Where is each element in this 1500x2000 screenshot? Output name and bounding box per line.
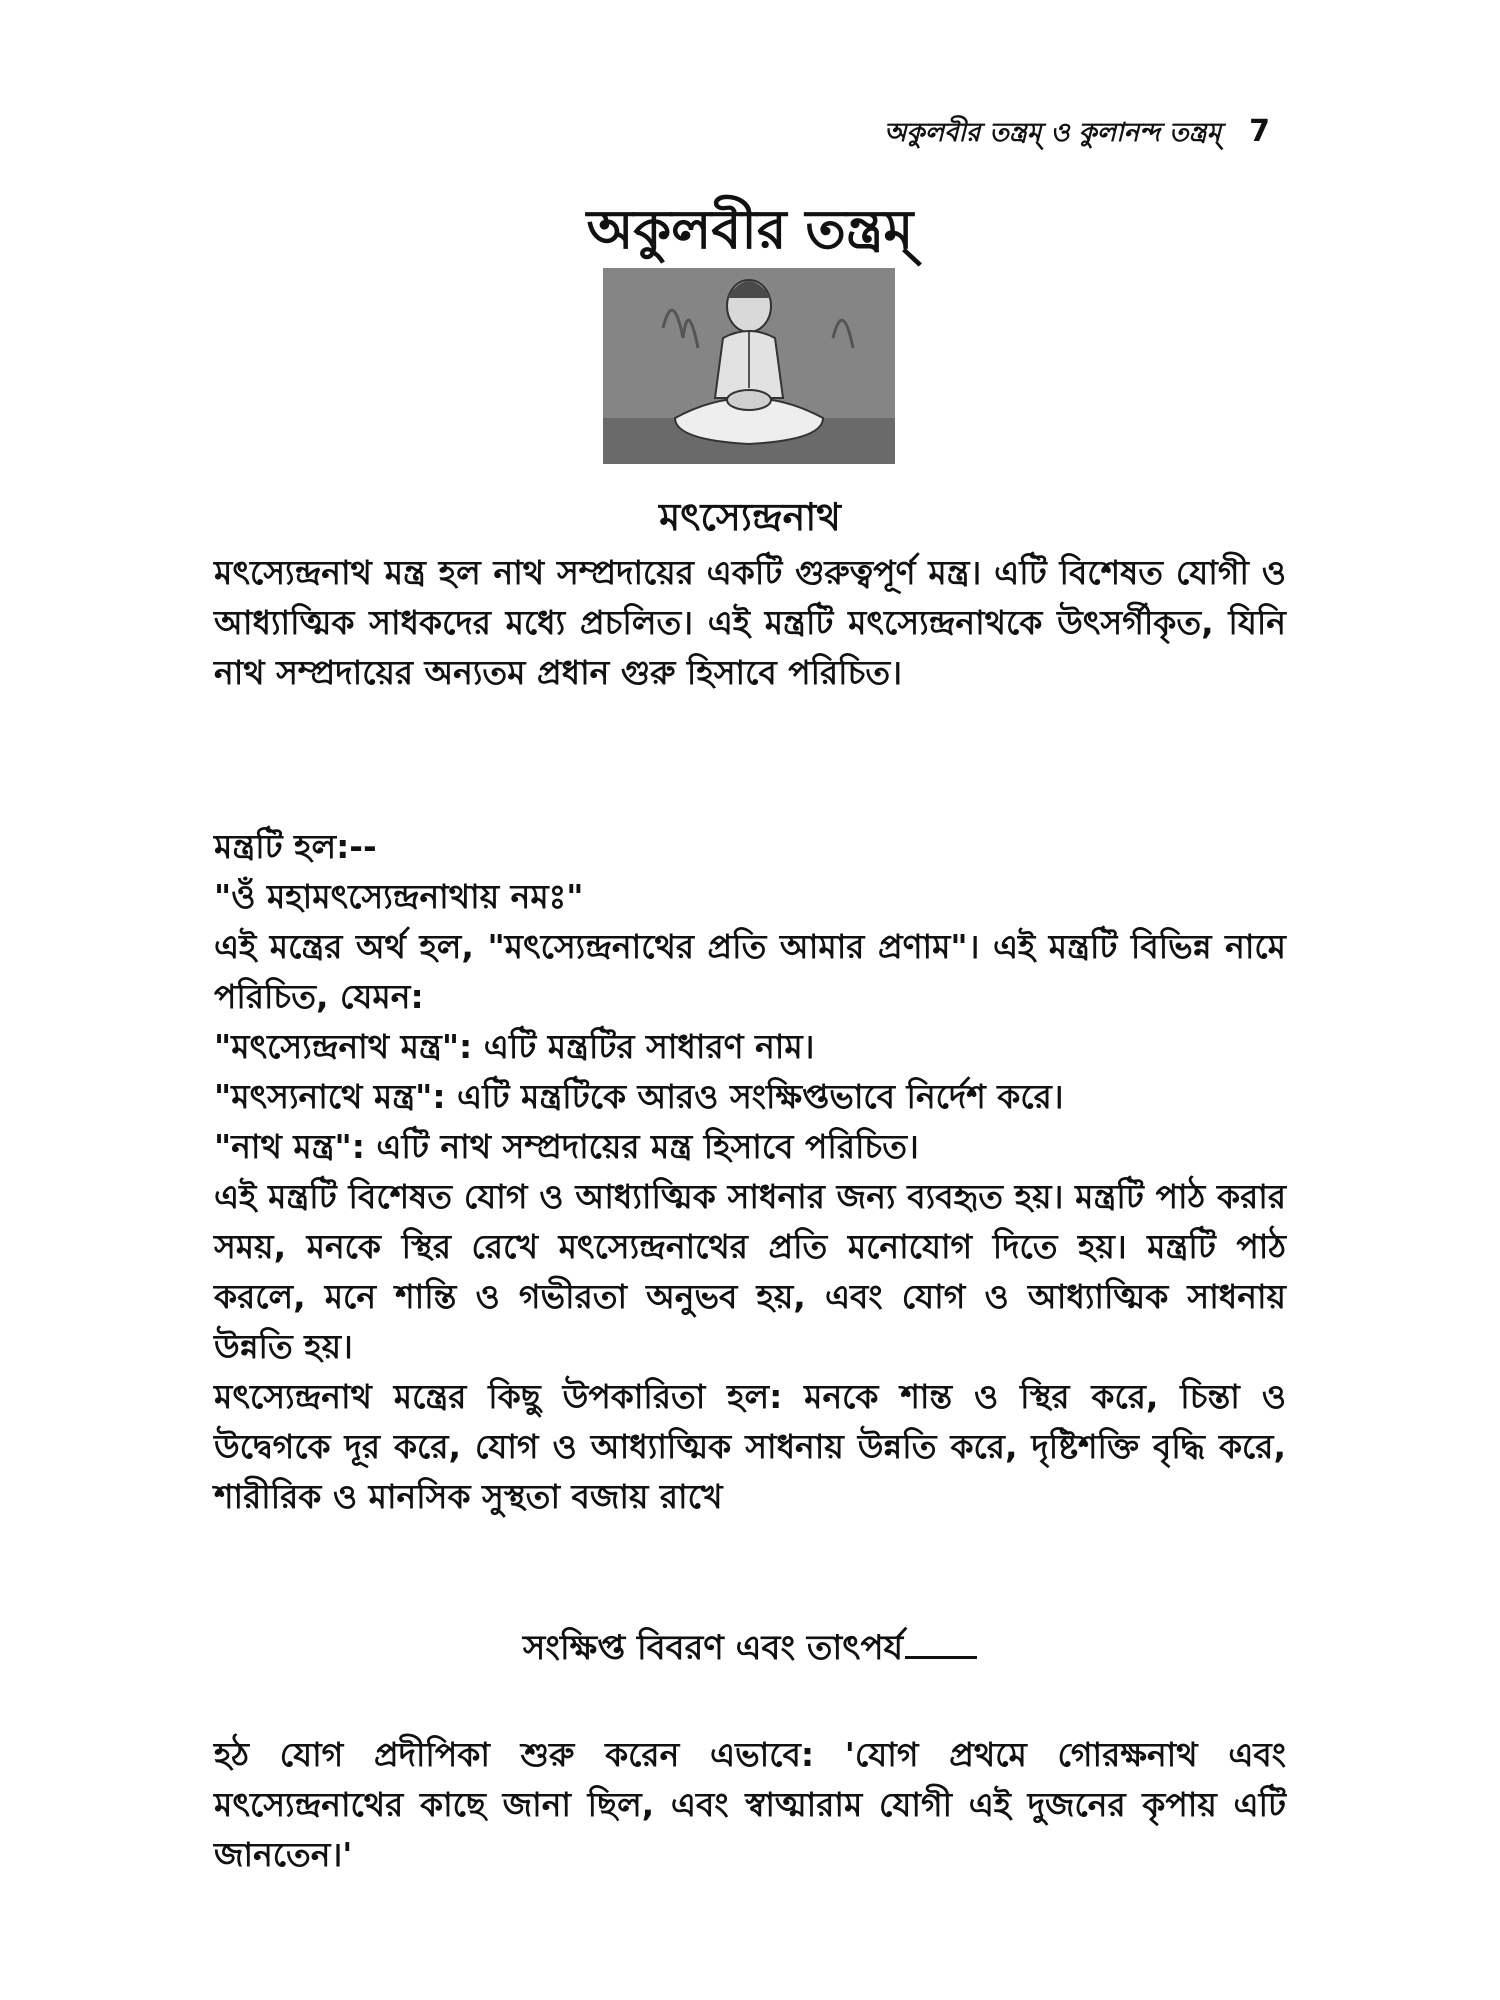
- chapter-title: অকুলবীর তন্ত্রম্: [586, 198, 914, 261]
- mantra-name-item: "মৎস্যনাথে মন্ত্র": এটি মন্ত্রটিকে আরও সংক্ষিপ্তভাবে নির্দেশ করে।: [214, 1077, 1064, 1116]
- mantra-name-item: "নাথ মন্ত্র": এটি নাথ সম্প্রদায়ের মন্ত্র হিসাবে পরিচিত।: [214, 1127, 919, 1166]
- mantra-text: "ওঁ মহামৎস্যেন্দ্রনাথায় নমঃ": [214, 877, 584, 916]
- page-number: 7: [1249, 114, 1270, 149]
- figure-caption: মৎস্যেন্দ্রনাথ: [659, 495, 841, 539]
- mantra-lead: মন্ত্রটি হল:--: [214, 827, 377, 866]
- section-subheading: [0, 1622, 1500, 1679]
- subheading-underline: [905, 1656, 977, 1659]
- running-header: [884, 112, 1270, 156]
- mantra-name-item: "মৎস্যেন্দ্রনাথ মন্ত্র": এটি মন্ত্রটির সাধারণ নাম।: [214, 1027, 815, 1066]
- mantra-meaning: এই মন্ত্রের অর্থ হল, "মৎস্যেন্দ্রনাথের প্রতি আমার প্রণাম"। এই মন্ত্রটি বিভিন্ন নামে পরিচিত, যেমন:: [214, 927, 1286, 1016]
- closing-paragraph: হঠ যোগ প্রদীপিকা শুরু করেন এভাবে: 'যোগ প্রথমে গোরক্ষনাথ এবং মৎস্যেন্দ্রনাথের কাছে জানা ছিল, এবং স্বাত্মারাম যোগী এই দুজনের কৃপায় এটি জানতেন।': [214, 1735, 1286, 1874]
- mantra-benefits: মৎস্যেন্দ্রনাথ মন্ত্রের কিছু উপকারিতা হল: মনকে শান্ত ও স্থির করে, চিন্তা ও উদ্বেগকে দূর করে, যোগ ও আধ্যাত্মিক সাধনায় উন্নতি করে, দৃষ্টিশক্তি বৃদ্ধি করে, শারীরিক ও মানসিক সুস্থতা বজায় রাখে: [214, 1377, 1286, 1516]
- yogi-portrait-image: [603, 268, 895, 464]
- mantra-section: [214, 822, 1286, 1522]
- subheading-text: সংক্ষিপ্ত বিবরণ এবং তাৎপর্য: [522, 1628, 904, 1668]
- mantra-usage: এই মন্ত্রটি বিশেষত যোগ ও আধ্যাত্মিক সাধনার জন্য ব্যবহৃত হয়। মন্ত্রটি পাঠ করার সময়, মনকে স্থির রেখে মৎস্যেন্দ্রনাথের প্রতি মনোযোগ দিতে হয়। মন্ত্রটি পাঠ করলে, মনে শান্তি ও গভীরতা অনুভব হয়, এবং যোগ ও আধ্যাত্মিক সাধনায় উন্নতি হয়।: [214, 1177, 1286, 1366]
- intro-paragraph: মৎস্যেন্দ্রনাথ মন্ত্র হল নাথ সম্প্রদায়ের একটি গুরুত্বপূর্ণ মন্ত্র। এটি বিশেষত যোগী ও আধ্যাত্মিক সাধকদের মধ্যে প্রচলিত। এই মন্ত্রটি মৎস্যেন্দ্রনাথকে উৎসর্গীকৃত, যিনি নাথ সম্প্রদায়ের অন্যতম প্রধান গুরু হিসাবে পরিচিত।: [214, 553, 1286, 692]
- running-title: অকুলবীর তন্ত্রম্ ও কুলানন্দ তন্ত্রম্: [884, 118, 1222, 148]
